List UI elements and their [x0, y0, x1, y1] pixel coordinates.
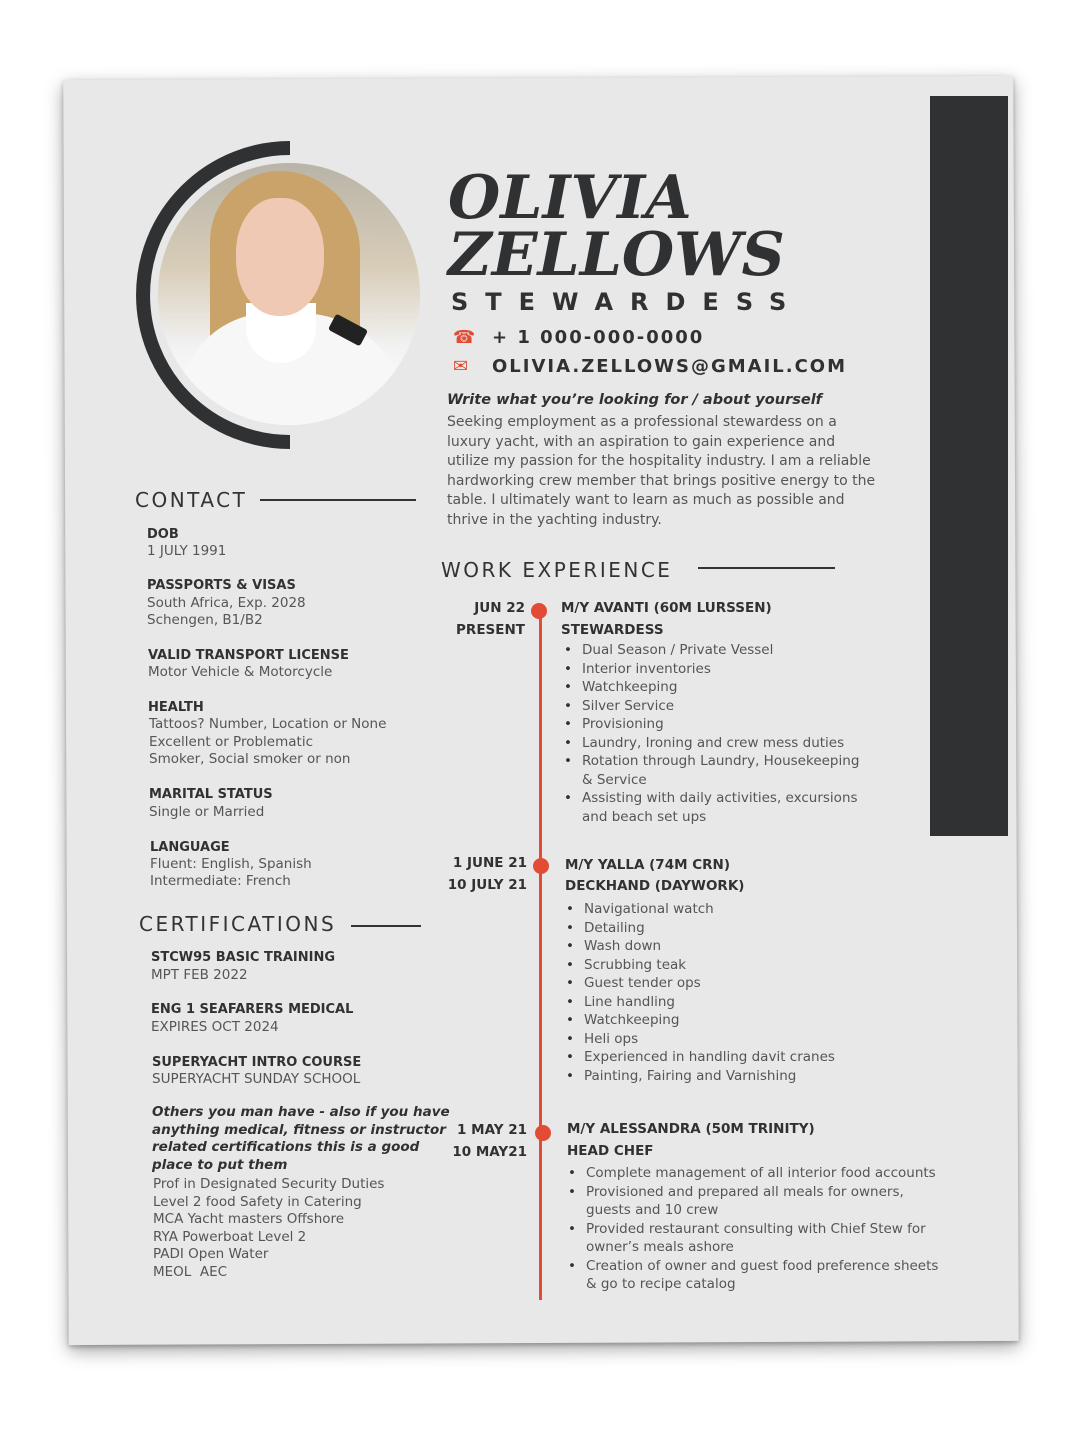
duty-item: • Dual Season / Private Vessel: [562, 641, 862, 660]
other-certifications: [153, 1176, 384, 1281]
email-address: OLIVIA.ZELLOWS@GMAIL.COM: [492, 356, 848, 377]
dob-value: 1 JULY 1991: [147, 543, 227, 559]
job-date-end: 10 JULY 21: [447, 877, 527, 893]
job-vessel: M/Y YALLA (74M CRN): [565, 857, 730, 873]
other-cert: Level 2 food Safety in Catering: [153, 1193, 362, 1210]
other-cert: MEOL AEC: [153, 1263, 228, 1280]
health-value-3: Smoker, Social smoker or non: [149, 751, 351, 767]
passports-label: PASSPORTS & VISAS: [147, 578, 296, 593]
cert-label-3: SUPERYACHT INTRO COURSE: [152, 1055, 362, 1070]
cert-label-2: ENG 1 SEAFARERS MEDICAL: [151, 1002, 354, 1017]
duty-item: • Detailing: [564, 919, 884, 938]
duty-item: • Line handling: [564, 993, 884, 1012]
other-cert: PADI Open Water: [153, 1246, 269, 1262]
work-experience-heading: WORK EXPERIENCE: [441, 558, 673, 582]
duty-item: • Laundry, Ironing and crew mess duties: [562, 734, 862, 753]
duty-item: • Rotation through Laundry, Housekeeping & Service: [562, 752, 862, 789]
photo-face: [236, 198, 324, 316]
summary-title: Write what you’re looking for / about yourself: [447, 392, 822, 408]
job-duties: [566, 1164, 946, 1294]
job-title: STEWARDESS: [451, 288, 804, 316]
duty-item: • Guest tender ops: [564, 974, 884, 993]
license-value: Motor Vehicle & Motorcycle: [148, 664, 333, 680]
email-icon: ✉: [453, 356, 469, 377]
job-role: STEWARDESS: [561, 622, 664, 638]
certifications-rule: [351, 925, 421, 927]
other-cert: Prof in Designated Security Duties: [153, 1176, 385, 1192]
job-duties: [564, 900, 884, 1085]
duty-item: • Creation of owner and guest food preference sheets & go to recipe catalog: [566, 1257, 946, 1294]
phone-icon: ☎: [453, 327, 476, 348]
duty-item: • Silver Service: [562, 697, 862, 716]
contact-rule: [260, 499, 416, 501]
job-vessel: M/Y AVANTI (60M LURSSEN): [561, 600, 772, 616]
phone-number: + 1 000-000-0000: [492, 327, 705, 348]
duty-item: • Wash down: [564, 937, 884, 956]
job-date-end: 10 MAY21: [452, 1144, 527, 1160]
marital-value: Single or Married: [149, 804, 265, 820]
duty-item: • Assisting with daily activities, excursions and beach set ups: [562, 789, 862, 826]
first-name: OLIVIA: [448, 163, 692, 233]
duty-item: • Heli ops: [564, 1030, 884, 1049]
profile-photo: [158, 163, 420, 425]
duty-item: • Painting, Fairing and Varnishing: [564, 1067, 884, 1086]
job-date-end: PRESENT: [456, 622, 525, 638]
health-label: HEALTH: [148, 700, 204, 715]
job-date-start: JUN 22: [474, 600, 525, 616]
language-value-1: Fluent: English, Spanish: [150, 856, 312, 872]
passport-value-2: Schengen, B1/B2: [147, 612, 263, 628]
duty-item: • Provided restaurant consulting with Chief Stew for owner’s meals ashore: [566, 1220, 946, 1257]
certifications-heading: CERTIFICATIONS: [139, 912, 337, 936]
duty-item: • Provisioned and prepared all meals for owners, guests and 10 crew: [566, 1183, 946, 1220]
certifications-note: Others you man have - also if you have anything medical, fitness or instructor related certifications this is a good place to put them: [152, 1104, 450, 1173]
other-cert: RYA Powerboat Level 2: [153, 1228, 307, 1245]
cert-detail-2: EXPIRES OCT 2024: [151, 1019, 279, 1035]
duty-item: • Watchkeeping: [564, 1011, 884, 1030]
duty-item: • Navigational watch: [564, 900, 884, 919]
marital-label: MARITAL STATUS: [149, 787, 273, 802]
job-role: HEAD CHEF: [567, 1143, 654, 1159]
duty-item: • Interior inventories: [562, 660, 862, 679]
last-name: ZELLOWS: [448, 220, 785, 290]
accent-sidebar-bar: [930, 96, 1008, 836]
duty-item: • Scrubbing teak: [564, 956, 884, 975]
job-role: DECKHAND (DAYWORK): [565, 878, 745, 894]
duty-item: • Provisioning: [562, 715, 862, 734]
cert-detail-3: SUPERYACHT SUNDAY SCHOOL: [152, 1071, 361, 1087]
passport-value-1: South Africa, Exp. 2028: [147, 595, 306, 611]
duty-item: • Experienced in handling davit cranes: [564, 1048, 884, 1067]
contact-heading: CONTACT: [135, 488, 248, 512]
timeline-dot: [531, 603, 547, 619]
language-label: LANGUAGE: [150, 840, 230, 855]
job-date-start: 1 JUNE 21: [452, 855, 527, 871]
work-experience-rule: [698, 567, 835, 569]
timeline-dot: [533, 858, 549, 874]
job-duties: [562, 641, 862, 826]
timeline-dot: [535, 1125, 551, 1141]
health-value-1: Tattoos? Number, Location or None: [149, 716, 387, 732]
duty-item: • Watchkeeping: [562, 678, 862, 697]
timeline-line: [539, 610, 542, 1300]
job-date-start: 1 MAY 21: [457, 1122, 527, 1138]
health-value-2: Excellent or Problematic: [149, 734, 313, 750]
other-cert: MCA Yacht masters Offshore: [153, 1211, 345, 1227]
cert-label-1: STCW95 BASIC TRAINING: [151, 950, 336, 965]
license-label: VALID TRANSPORT LICENSE: [148, 648, 349, 663]
summary-text: Seeking employment as a professional stewardess on a luxury yacht, with an aspiration to gain experience and utilize my passion for the hospitality industry. I am a reliable hardworking crew member that brings positive energy to the table. I ultimately want to learn as much as possible and thrive in the yachting industry.: [447, 414, 876, 528]
duty-item: • Complete management of all interior food accounts: [566, 1164, 946, 1183]
cert-detail-1: MPT FEB 2022: [151, 967, 248, 983]
language-value-2: Intermediate: French: [150, 873, 291, 889]
dob-label: DOB: [147, 527, 179, 542]
job-vessel: M/Y ALESSANDRA (50M TRINITY): [567, 1121, 815, 1137]
